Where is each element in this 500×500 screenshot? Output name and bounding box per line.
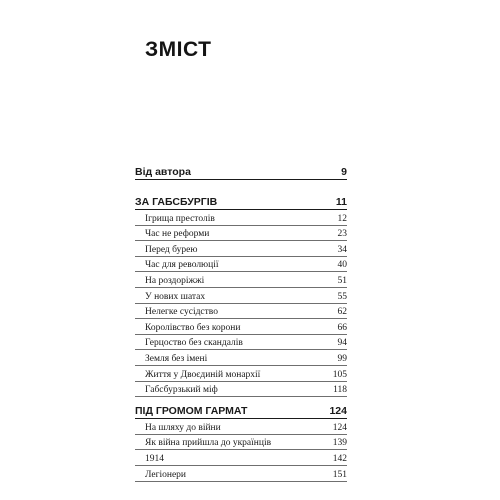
table-of-contents xyxy=(135,158,347,482)
toc-entry-title: На шляху до війни xyxy=(145,422,221,433)
toc-entry-page: 55 xyxy=(337,291,347,302)
toc-entry-page: 51 xyxy=(337,275,347,286)
toc-entry-page: 139 xyxy=(332,438,347,449)
toc-entry xyxy=(135,241,347,257)
toc-section-title: ЗА ГАБСБУРГІВ xyxy=(135,196,218,208)
toc-entry xyxy=(135,319,347,335)
toc-entry xyxy=(135,288,347,304)
toc-entry-page: 34 xyxy=(337,244,347,255)
toc-entry-title: Королівство без корони xyxy=(145,322,241,333)
toc-entry-page: 142 xyxy=(332,453,347,464)
toc-entry-title: Легіонери xyxy=(145,469,187,480)
toc-entry-page: 99 xyxy=(337,353,347,364)
toc-entry-page: 105 xyxy=(332,369,347,380)
toc-entry xyxy=(135,272,347,288)
toc-section-title: Від автора xyxy=(135,166,191,178)
toc-entry-page: 118 xyxy=(333,385,347,396)
toc-entry xyxy=(135,419,347,435)
toc-entry-page: 40 xyxy=(337,260,347,271)
toc-entry-title: Час для революції xyxy=(145,260,219,271)
toc-section-header xyxy=(135,158,347,180)
toc-section-page: 124 xyxy=(329,405,347,418)
toc-entry-title: Перед бурею xyxy=(145,244,198,255)
toc-section-author xyxy=(135,158,347,180)
toc-entry-page: 66 xyxy=(337,322,347,333)
toc-entry xyxy=(135,466,347,482)
toc-entry-page: 94 xyxy=(337,338,347,349)
toc-entry-page: 124 xyxy=(332,422,347,433)
toc-entry-title: Габсбурзький міф xyxy=(145,385,218,396)
toc-entry xyxy=(135,304,347,320)
toc-entry xyxy=(135,335,347,351)
toc-entry-title: Нелегке сусідство xyxy=(145,307,218,318)
toc-section-war xyxy=(135,397,347,481)
toc-entry xyxy=(135,435,347,451)
toc-entry xyxy=(135,226,347,242)
toc-entry-title: Як війна прийшла до українців xyxy=(145,438,272,449)
toc-entry-title: Час не реформи xyxy=(145,229,210,240)
toc-entry-title: Життя у Двоєдиній монархії xyxy=(145,369,261,380)
toc-entry-title: У нових шатах xyxy=(145,291,206,302)
toc-entry xyxy=(135,257,347,273)
page-title: ЗМІСТ xyxy=(145,38,212,61)
toc-entry-page: 62 xyxy=(337,307,347,318)
toc-section-header xyxy=(135,397,347,419)
toc-entry-title: Герцоство без скандалів xyxy=(145,338,243,349)
toc-entry-page: 23 xyxy=(337,229,347,240)
toc-entry xyxy=(135,366,347,382)
toc-entry xyxy=(135,382,347,398)
toc-entry-title: На роздоріжжі xyxy=(145,275,205,286)
toc-entry-title: Земля без імені xyxy=(145,353,208,364)
toc-section-page: 11 xyxy=(335,196,347,208)
toc-entry-title: Ігрища престолів xyxy=(145,213,215,224)
toc-section-page: 9 xyxy=(341,166,347,178)
toc-entry-page: 12 xyxy=(337,213,347,224)
toc-section-habsburgs xyxy=(135,188,347,397)
toc-entry xyxy=(135,450,347,466)
toc-entry xyxy=(135,350,347,366)
toc-entry-title: 1914 xyxy=(145,453,164,464)
toc-entry-page: 151 xyxy=(332,469,347,480)
toc-section-title: ПІД ГРОМОМ ГАРМАТ xyxy=(135,405,248,418)
toc-section-header xyxy=(135,188,347,210)
toc-entry xyxy=(135,210,347,226)
